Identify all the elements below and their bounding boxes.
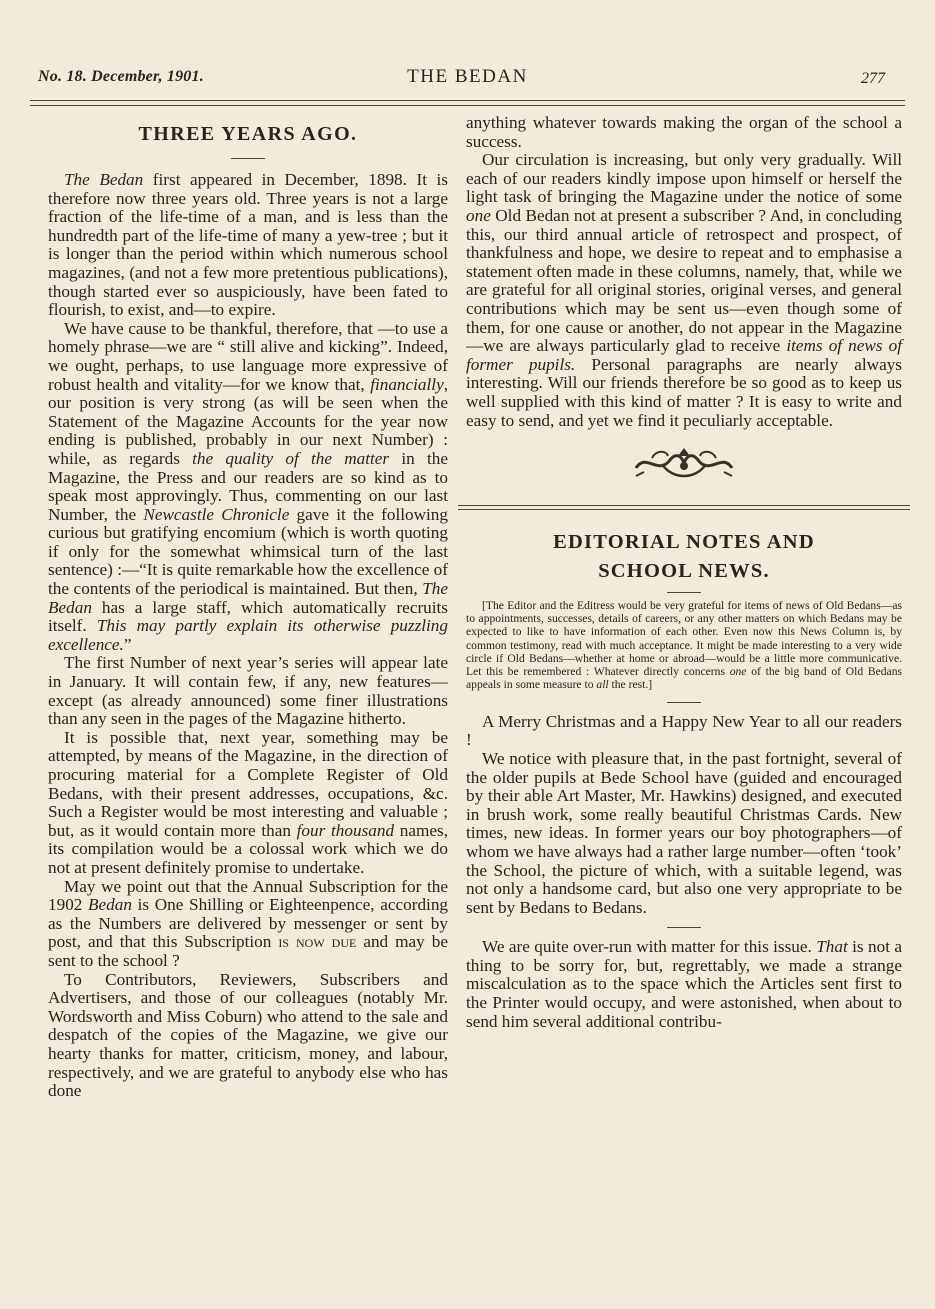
left-column xyxy=(48,114,448,1101)
section-divider xyxy=(458,505,910,510)
italic-text: The Bedan xyxy=(64,170,144,189)
divider-rule xyxy=(667,927,701,928)
italic-text: financially xyxy=(370,374,444,394)
section-title-line: SCHOOL NEWS. xyxy=(598,559,770,582)
body-text: is One Shilling or Eighteenpence, according as the Numbers are delivered by messenger or sent by post, and that this Subscription xyxy=(48,895,449,952)
page-number: 277 xyxy=(861,70,885,87)
italic-text: The Bedan xyxy=(48,579,448,617)
paragraph: We notice with pleasure that, in the past fortnight, several of the older pupils at Bede School have (guided and encouraged by their able Art Master, Mr. Hawkins) designed, and executed in brush work, some really beautiful Christmas Cards. New times, new ideas. In former years our boy photographers—of whom we have always had a rather large number—often ‘took’ the School, the picture of which, with a suitable legend, was not only a handsome card, but also one very appropriate to be sent by Bedans to Bedans. xyxy=(466,748,902,917)
body-text: Personal paragraphs are nearly always interesting. Will our friends therefore be so good as to keep us well supplied with this kind of matter ? It is easy to write and easy to send, and yet we find it peculiarly acceptable. xyxy=(466,354,902,430)
body-text: May we point out that the Annual Subscription for the 1902 xyxy=(48,876,448,915)
header-rule-bottom xyxy=(30,105,905,106)
italic-text: all xyxy=(596,678,609,692)
italic-text: Bedan xyxy=(88,895,132,915)
italic-text: That xyxy=(816,937,848,957)
small-caps-text: is now due xyxy=(278,932,357,952)
body-text: It is possible that, next year, something may be attempted, by means of the Magazine, in the direction of procuring material for a Complete Register of Old Bedans, with their present addresses, occupations, &c. Such a Register would be most interesting and valuable ; but, as it would contain more than xyxy=(48,727,448,840)
body-text: of the big band of Old Bedans appeals in some measure to xyxy=(466,665,902,692)
paragraph xyxy=(466,938,902,1031)
paragraph xyxy=(48,320,448,655)
body-text: Our circulation is increasing, but only very gradually. Will each of our readers kindly impose upon himself or herself the light task of bringing the Magazine under the notice of some xyxy=(466,150,902,207)
paragraph xyxy=(48,729,448,878)
paragraph xyxy=(466,151,902,430)
section-title-line: EDITORIAL NOTES AND xyxy=(553,530,815,553)
italic-text: the quality of the matter xyxy=(192,448,390,468)
italic-text: items of news of former pupils. xyxy=(466,336,902,374)
journal-title: THE BEDAN xyxy=(407,66,528,87)
italic-text: This may partly explain its otherwise puzzling excellence. xyxy=(48,616,448,654)
body-text: gave it the following curious but gratifying encomium (which is worth quoting if only for the somewhat whimsical turn of the last sentence) :—“It is quite remarkable how the excellence of the contents of the periodical is maintained. But then, xyxy=(48,504,448,599)
italic-text: one xyxy=(729,665,747,679)
italic-text: Newcastle Chronicle xyxy=(143,504,290,524)
body-text: We have cause to be thankful, therefore, that —to use a homely phrase—we are “ still alive and kicking”. Indeed, we ought, perhaps, to use language more expressive of robust health and vitality—for we know that, xyxy=(48,318,448,394)
title-rule xyxy=(231,158,265,159)
body-text: is not a thing to be sorry for, but, regrettably, we made a strange miscalculation as to the space which the Articles sent first to the Printer would occupy, and were astonished, when about to send him several additional contribu- xyxy=(466,937,902,1031)
body-text: We are quite over-run with matter for this issue. xyxy=(482,937,817,957)
body-text: ” xyxy=(123,634,132,654)
paragraph: The first Number of next year’s series will appear late in January. It will contain few, if any, new features—except (as already announced) some finer illustrations than any seen in the pages of the Magazine hitherto. xyxy=(48,653,448,729)
running-header xyxy=(38,66,897,96)
section-title xyxy=(466,528,902,586)
header-rule-top xyxy=(30,100,905,101)
body-text: the rest.] xyxy=(608,678,653,692)
editorial-note xyxy=(466,599,902,692)
body-text: in the Magazine, the Press and our readers are so kind as to speak most approvingly. Thus, commenting on our last Number, the xyxy=(48,448,448,524)
body-text: Old Bedan not at present a subscriber ? And, in concluding this, our third annual article of retrospect and prospect, of thankfulness and hope, we desire to repeat and to emphasise a statement often made in these columns, namely, that, while we are grateful for all original stories, original verses, and general contributions which may be sent us—even though some of them, for one cause or another, do not appear in the Magazine—we are always particularly glad to receive xyxy=(466,205,902,356)
right-column xyxy=(466,114,902,1031)
italic-text: four thousand xyxy=(296,820,395,840)
paragraph xyxy=(48,878,448,971)
title-rule xyxy=(667,592,701,593)
paragraph xyxy=(48,171,448,320)
divider-rule xyxy=(667,702,701,703)
body-text: first appeared in December, 1898. It is therefore now three years old. Three years is not a large fraction of the life-time of a man, and is less than the hundredth part of the life-time of many a yew-tree ; but it is longer than the period within which numerous school magazines, (and not a few more pretentious publications), though started ever so auspiciously, have been fated to flourish, to exist, and—to expire. xyxy=(48,170,448,320)
article-title: THREE YEARS AGO. xyxy=(138,123,358,145)
body-text: names, its compilation would be a colossal work which we do not at present definitely promise to undertake. xyxy=(48,820,448,877)
paragraph: To Contributors, Reviewers, Subscribers and Advertisers, and those of our colleagues (notably Mr. Wordsworth and Miss Coburn) who attend to the sale and despatch of the copies of the Magazine, we give our hearty thanks for matter, criticism, money, and labour, respectively, and we are grateful to anybody else who has done xyxy=(48,969,448,1101)
paragraph: anything whatever towards making the organ of the school a success. xyxy=(466,113,902,151)
italic-text: one xyxy=(466,205,491,225)
body-text: [The Editor and the Editress would be very grateful for items of news of Old Bedans—as to appointments, successes, details of careers, or any other matters on which Bedans may be expected to like to have information of each other. Even now this News Column is, by common testimony, read with much acceptance. It might be made interesting to a very wide circle if Old Bedans—whether at home or abroad—would be a little more communicative. Let this be remembered : Whatever directly concerns xyxy=(466,598,902,679)
body-text: , our position is very strong (as will be seen when the Statement of the Magazine Accounts for the year now ending is published, probably in our next Number) : while, as regards xyxy=(48,374,448,468)
issue-date: No. 18. December, 1901. xyxy=(38,68,204,85)
ornament-icon xyxy=(466,446,902,487)
body-text: and may be sent to the school ? xyxy=(48,932,448,970)
paragraph: A Merry Christmas and a Happy New Year to all our readers ! xyxy=(466,711,902,750)
body-text: has a large staff, which automatically recruits itself. xyxy=(48,597,448,636)
